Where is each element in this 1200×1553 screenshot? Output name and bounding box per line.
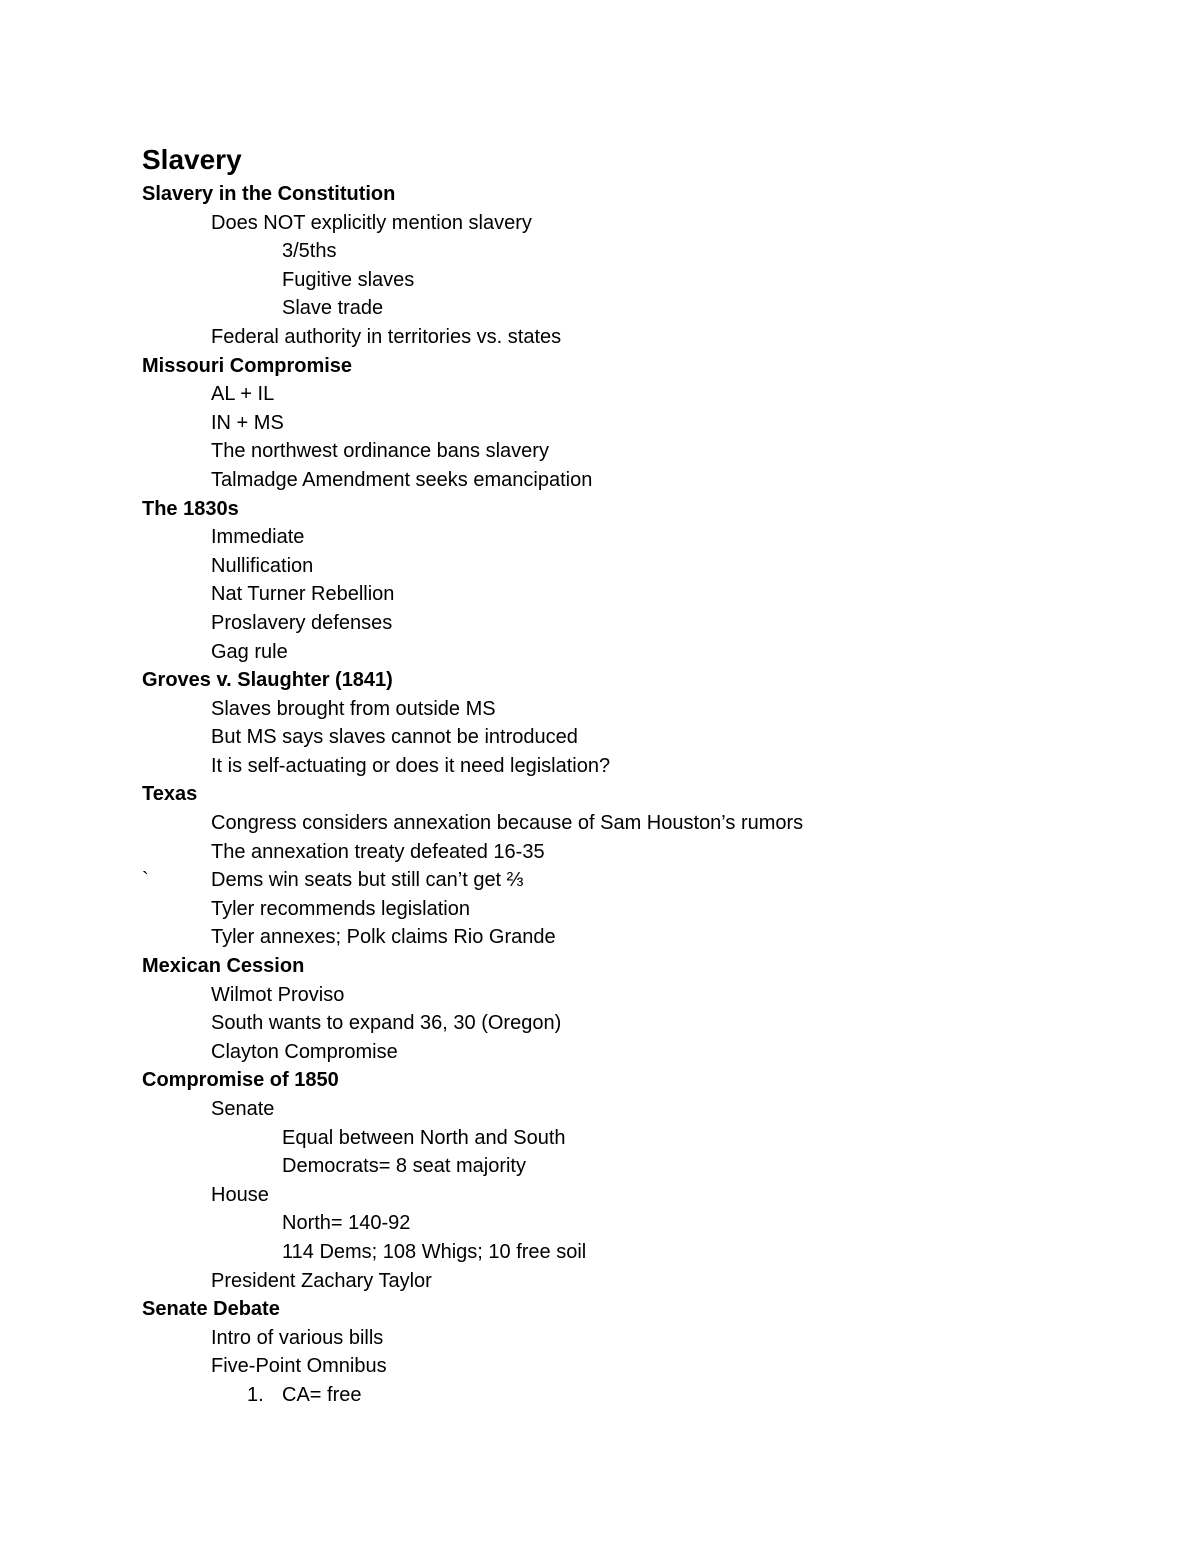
line-text: Slave trade <box>282 297 384 320</box>
line-text: Congress considers annexation because of Sam Houston’s rumors <box>211 812 804 835</box>
outline-item <box>142 809 1142 838</box>
outline-item <box>142 466 1142 495</box>
outline-item <box>142 923 1142 952</box>
line-text: 3/5ths <box>282 240 337 263</box>
outline-item <box>142 380 1142 409</box>
outline-item <box>142 552 1142 581</box>
line-text: Federal authority in territories vs. states <box>211 325 562 348</box>
outline-item <box>142 981 1142 1010</box>
line-text: 114 Dems; 108 Whigs; 10 free soil <box>282 1240 587 1263</box>
section-heading <box>142 952 1142 981</box>
outline-item <box>142 1324 1142 1353</box>
outline-item <box>142 1381 1142 1410</box>
outline-item <box>142 1209 1142 1238</box>
outline-item <box>142 1238 1142 1267</box>
line-text: Senate <box>211 1098 275 1120</box>
line-text: It is self-actuating or does it need legislation? <box>211 754 611 777</box>
line-text: Does NOT explicitly mention slavery <box>211 211 532 234</box>
outline-item <box>142 523 1142 552</box>
list-number: 1. <box>247 1383 264 1406</box>
section-heading <box>142 1066 1142 1095</box>
line-text: Talmadge Amendment seeks emancipation <box>211 468 593 491</box>
line-text: House <box>211 1183 269 1206</box>
outline-item <box>142 209 1142 238</box>
outline-item <box>142 266 1142 295</box>
line-text: Slavery in the Constitution <box>142 183 396 205</box>
line-text: Compromise of 1850 <box>142 1069 339 1092</box>
line-text: But MS says slaves cannot be introduced <box>211 726 578 749</box>
outline-item <box>142 752 1142 781</box>
line-text: CA= free <box>282 1383 362 1406</box>
section-heading <box>142 495 1142 524</box>
outline-item <box>142 838 1142 867</box>
outline-item <box>142 1152 1142 1181</box>
outline-item <box>142 723 1142 752</box>
line-text: Texas <box>142 783 198 806</box>
line-text: IN + MS <box>211 411 284 434</box>
outline-item <box>142 1009 1142 1038</box>
line-text: Fugitive slaves <box>282 268 415 291</box>
outline-item <box>142 409 1142 438</box>
section-heading <box>142 780 1142 809</box>
line-text: Senate Debate <box>142 1298 280 1321</box>
document-page <box>142 140 1142 1410</box>
line-text: Tyler annexes; Polk claims Rio Grande <box>211 926 556 949</box>
stray-mark: ` <box>142 869 149 892</box>
line-text: Proslavery defenses <box>211 611 393 634</box>
line-text: Mexican Cession <box>142 955 305 978</box>
line-text: The northwest ordinance bans slavery <box>211 440 549 463</box>
outline-item <box>142 294 1142 323</box>
line-text: Missouri Compromise <box>142 354 353 377</box>
outline-item <box>142 323 1142 352</box>
notes-outline <box>142 180 1142 1410</box>
line-text: Tyler recommends legislation <box>211 897 470 920</box>
line-text: The 1830s <box>142 497 239 520</box>
outline-item <box>142 237 1142 266</box>
outline-item <box>142 895 1142 924</box>
line-text: Groves v. Slaughter (1841) <box>142 669 393 692</box>
line-text: AL + IL <box>211 383 275 406</box>
line-text: The annexation treaty defeated 16-35 <box>211 840 545 863</box>
line-text: Equal between North and South <box>282 1126 566 1149</box>
outline-item <box>142 1267 1142 1296</box>
line-text: Intro of various bills <box>211 1326 384 1349</box>
line-text: Gag rule <box>211 640 288 663</box>
line-text: Democrats= 8 seat majority <box>282 1155 526 1178</box>
outline-item <box>142 1095 1142 1124</box>
outline-item <box>142 638 1142 667</box>
line-text: Five-Point Omnibus <box>211 1355 387 1378</box>
outline-item <box>142 1124 1142 1153</box>
outline-item <box>142 1352 1142 1381</box>
line-text: Immediate <box>211 526 305 549</box>
line-text: Clayton Compromise <box>211 1040 398 1063</box>
outline-item <box>142 1181 1142 1210</box>
outline-item <box>142 609 1142 638</box>
line-text: South wants to expand 36, 30 (Oregon) <box>211 1012 562 1035</box>
outline-item <box>142 437 1142 466</box>
outline-item <box>142 580 1142 609</box>
line-text: President Zachary Taylor <box>211 1269 432 1292</box>
section-heading <box>142 180 1142 209</box>
outline-item <box>142 866 1142 895</box>
line-text: Dems win seats but still can’t get ⅔ <box>211 869 524 892</box>
line-text: Wilmot Proviso <box>211 983 345 1006</box>
line-text: Nat Turner Rebellion <box>211 583 395 606</box>
line-text: North= 140-92 <box>282 1212 411 1235</box>
line-text: Nullification <box>211 554 314 577</box>
line-text: Slaves brought from outside MS <box>211 697 496 720</box>
outline-item <box>142 695 1142 724</box>
section-heading <box>142 666 1142 695</box>
document-title: Slavery <box>142 144 242 175</box>
section-heading <box>142 1295 1142 1324</box>
section-heading <box>142 352 1142 381</box>
outline-item <box>142 1038 1142 1067</box>
